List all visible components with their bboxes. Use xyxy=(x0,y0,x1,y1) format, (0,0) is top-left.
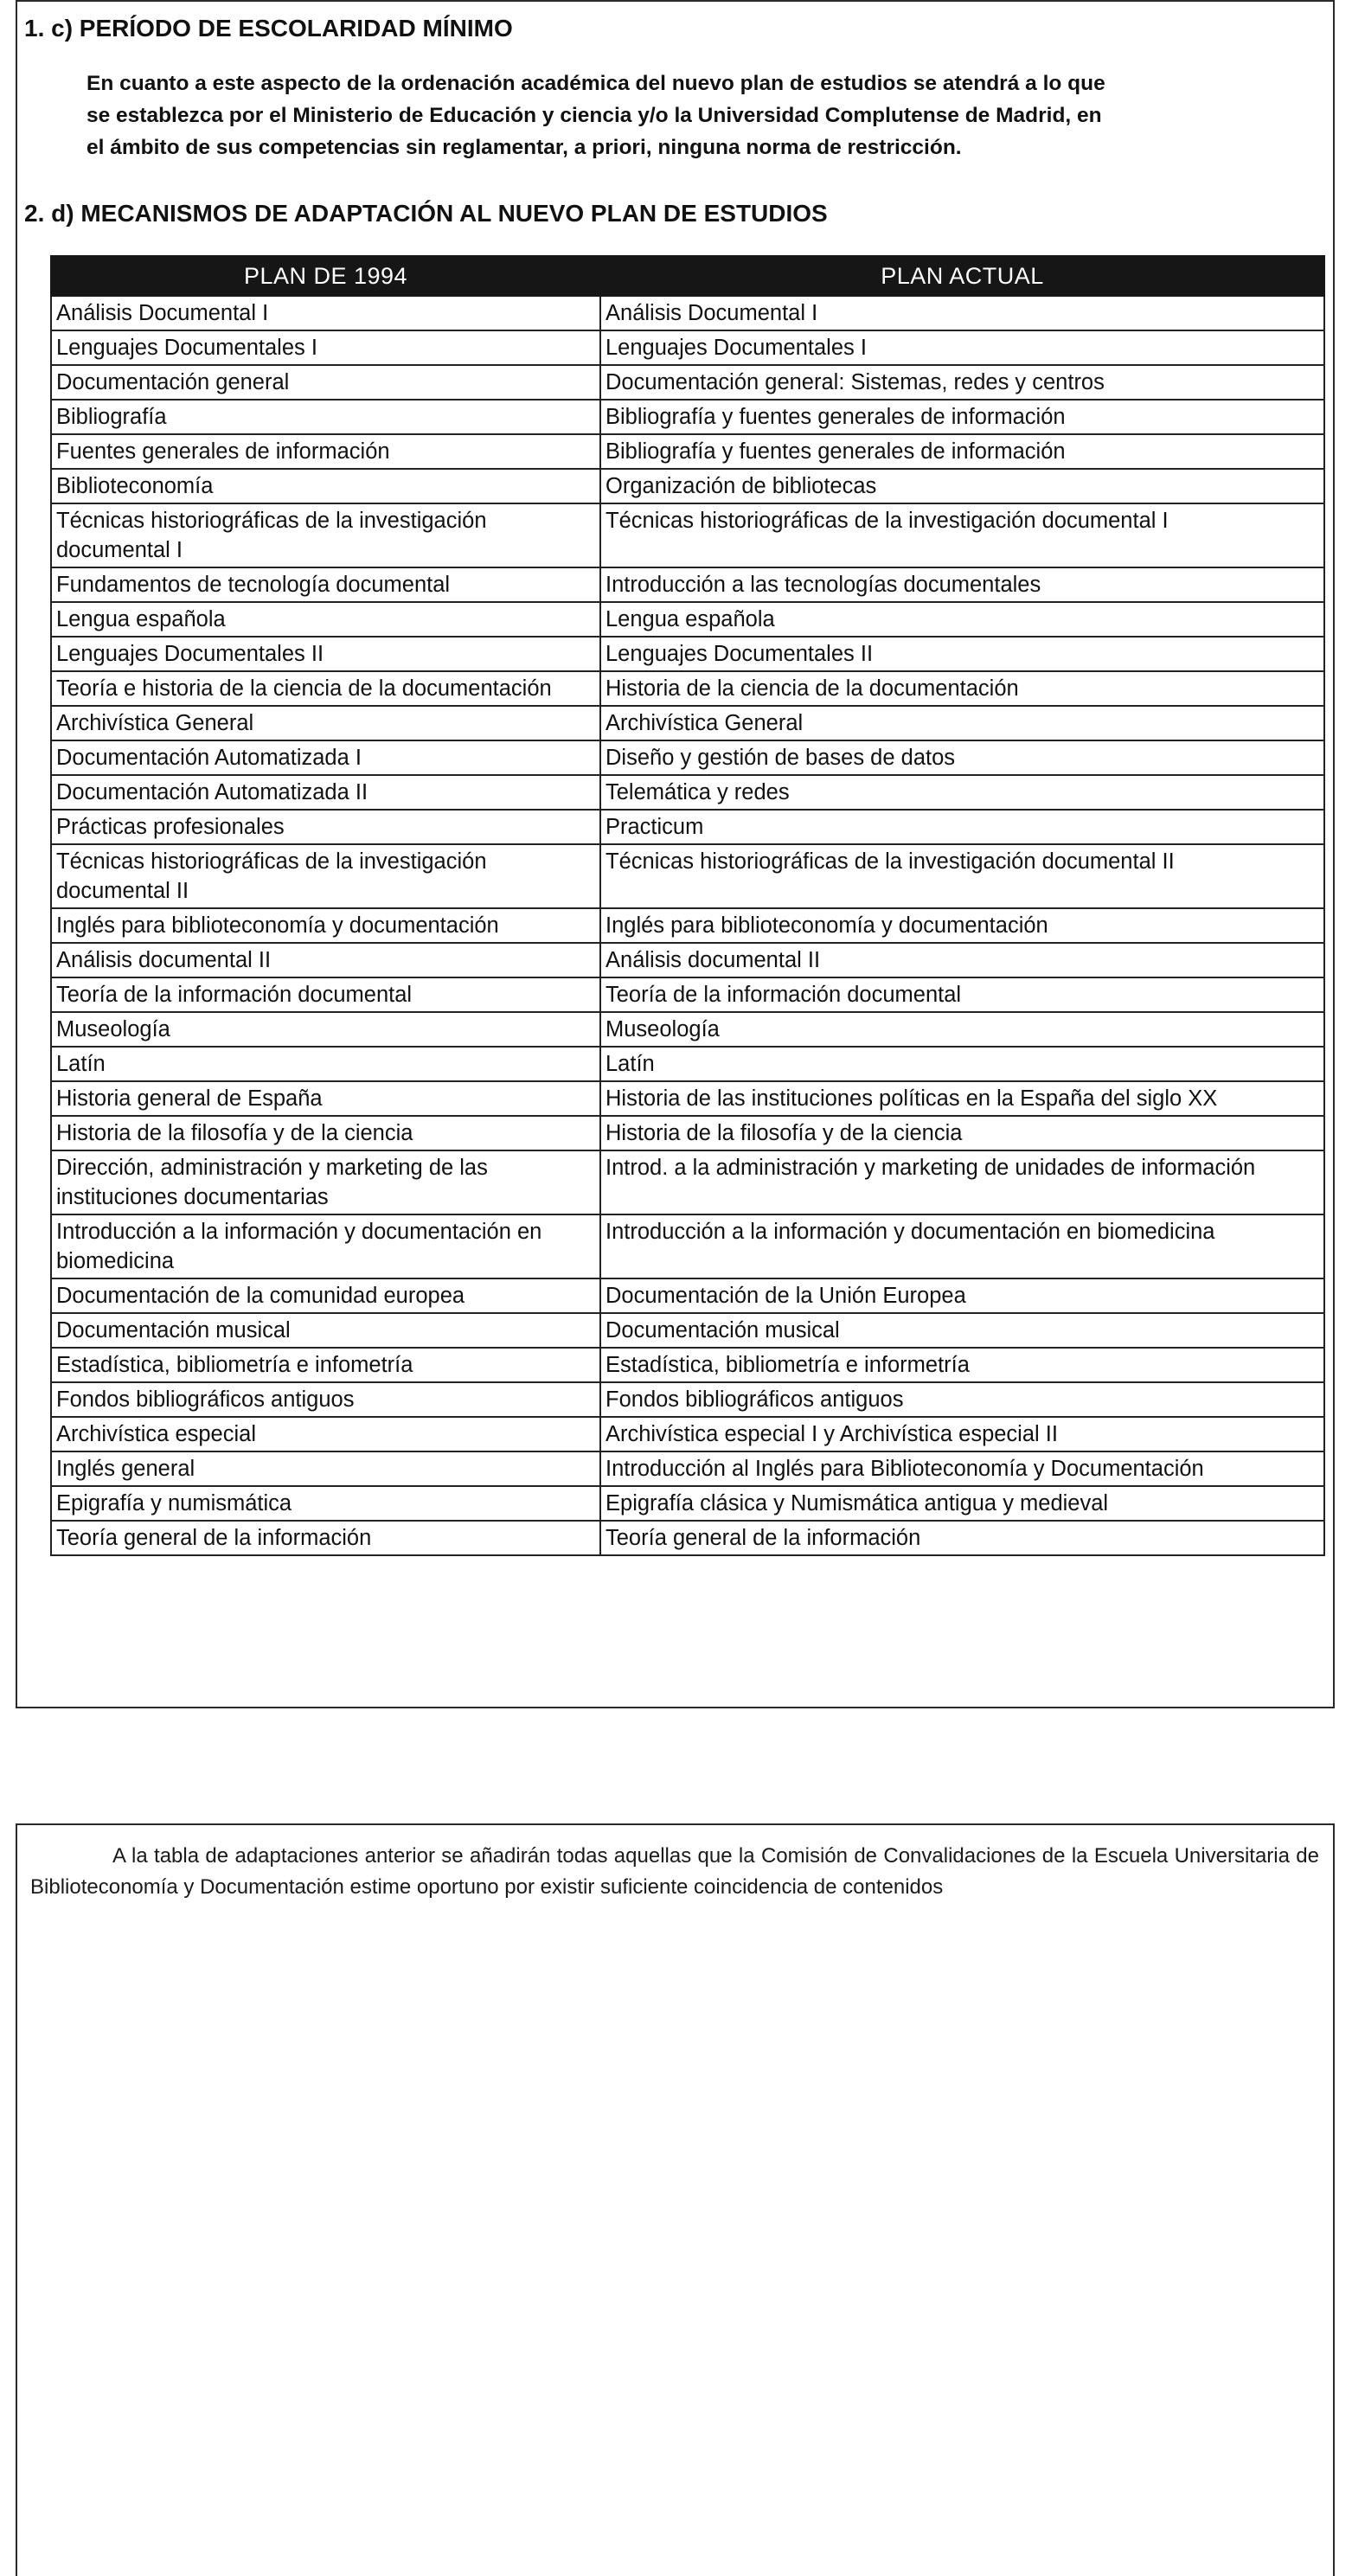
table-row xyxy=(51,1313,1324,1348)
cell-plan-1994: Fuentes generales de información xyxy=(51,434,600,469)
cell-plan-actual: Epigrafía clásica y Numismática antigua y medieval xyxy=(600,1486,1324,1521)
paragraph-line: En cuanto a este aspecto de la ordenación académica del nuevo plan de estudios se atendrá a lo que xyxy=(87,72,1105,95)
cell-plan-1994: Archivística General xyxy=(51,706,600,740)
cell-plan-actual: Documentación general: Sistemas, redes y centros xyxy=(600,365,1324,400)
cell-plan-1994: Documentación general xyxy=(51,365,600,400)
cell-plan-1994: Documentación Automatizada I xyxy=(51,740,600,775)
table-row xyxy=(51,400,1324,434)
cell-plan-1994: Estadística, bibliometría e infometría xyxy=(51,1348,600,1382)
cell-plan-1994: Teoría general de la información xyxy=(51,1521,600,1555)
cell-plan-actual: Diseño y gestión de bases de datos xyxy=(600,740,1324,775)
table-row xyxy=(51,1116,1324,1150)
header-plan-1994: PLAN DE 1994 xyxy=(51,256,600,296)
adaptation-note: A la tabla de adaptaciones anterior se añadirán todas aquellas que la Comisión de Convalidaciones de la Escuela Universitaria de Biblioteconomía y Documentación estime oportuno por existir suficiente coincidencia de contenidos xyxy=(30,1844,1319,1899)
cell-plan-1994: Biblioteconomía xyxy=(51,469,600,503)
cell-plan-actual: Organización de bibliotecas xyxy=(600,469,1324,503)
cell-plan-1994: Prácticas profesionales xyxy=(51,810,600,844)
cell-plan-actual: Historia de las instituciones políticas en la España del siglo XX xyxy=(600,1081,1324,1116)
cell-plan-actual: Bibliografía y fuentes generales de información xyxy=(600,434,1324,469)
section-1-paragraph xyxy=(87,67,1332,163)
table-row xyxy=(51,1278,1324,1313)
cell-plan-1994: Epigrafía y numismática xyxy=(51,1486,600,1521)
table-row xyxy=(51,1012,1324,1047)
cell-plan-1994: Inglés general xyxy=(51,1451,600,1486)
table-row xyxy=(51,637,1324,671)
table-row xyxy=(51,943,1324,977)
cell-plan-1994: Archivística especial xyxy=(51,1417,600,1451)
table-row xyxy=(51,434,1324,469)
cell-plan-1994: Introducción a la información y documentación en biomedicina xyxy=(51,1214,600,1278)
cell-plan-actual: Introd. a la administración y marketing de unidades de información xyxy=(600,1150,1324,1214)
cell-plan-1994: Dirección, administración y marketing de las instituciones documentarias xyxy=(51,1150,600,1214)
cell-plan-actual: Introducción al Inglés para Biblioteconomía y Documentación xyxy=(600,1451,1324,1486)
table-row xyxy=(51,365,1324,400)
cell-plan-1994: Lenguajes Documentales I xyxy=(51,330,600,365)
paragraph-line: se establezca por el Ministerio de Educación y ciencia y/o la Universidad Complutense de Madrid, en xyxy=(87,104,1102,127)
table-row xyxy=(51,908,1324,943)
cell-plan-1994: Lenguajes Documentales II xyxy=(51,637,600,671)
table-row xyxy=(51,1150,1324,1214)
cell-plan-1994: Técnicas historiográficas de la investigación documental II xyxy=(51,844,600,908)
cell-plan-1994: Inglés para biblioteconomía y documentación xyxy=(51,908,600,943)
cell-plan-actual: Archivística especial I y Archivística especial II xyxy=(600,1417,1324,1451)
table-row xyxy=(51,1521,1324,1555)
table-row xyxy=(51,1348,1324,1382)
adaptation-table xyxy=(50,255,1325,1556)
cell-plan-1994: Fundamentos de tecnología documental xyxy=(51,567,600,602)
cell-plan-actual: Latín xyxy=(600,1047,1324,1081)
cell-plan-actual: Fondos bibliográficos antiguos xyxy=(600,1382,1324,1417)
cell-plan-actual: Lenguajes Documentales I xyxy=(600,330,1324,365)
cell-plan-1994: Documentación de la comunidad europea xyxy=(51,1278,600,1313)
cell-plan-actual: Bibliografía y fuentes generales de información xyxy=(600,400,1324,434)
cell-plan-actual: Lenguajes Documentales II xyxy=(600,637,1324,671)
cell-plan-1994: Bibliografía xyxy=(51,400,600,434)
cell-plan-actual: Telemática y redes xyxy=(600,775,1324,810)
cell-plan-actual: Técnicas historiográficas de la investigación documental I xyxy=(600,503,1324,567)
cell-plan-1994: Teoría e historia de la ciencia de la documentación xyxy=(51,671,600,706)
cell-plan-1994: Análisis documental II xyxy=(51,943,600,977)
cell-plan-actual: Introducción a la información y documentación en biomedicina xyxy=(600,1214,1324,1278)
cell-plan-1994: Latín xyxy=(51,1047,600,1081)
cell-plan-actual: Técnicas historiográficas de la investigación documental II xyxy=(600,844,1324,908)
table-row xyxy=(51,296,1324,330)
table-row xyxy=(51,1417,1324,1451)
section-2-heading: 2. d) MECANISMOS DE ADAPTACIÓN AL NUEVO PLAN DE ESTUDIOS xyxy=(24,200,828,227)
table-row xyxy=(51,977,1324,1012)
table-row xyxy=(51,330,1324,365)
table-row xyxy=(51,671,1324,706)
cell-plan-actual: Documentación de la Unión Europea xyxy=(600,1278,1324,1313)
paragraph-line: el ámbito de sus competencias sin reglamentar, a priori, ninguna norma de restricción. xyxy=(87,136,962,159)
table-row xyxy=(51,602,1324,637)
cell-plan-1994: Historia general de España xyxy=(51,1081,600,1116)
table-row xyxy=(51,740,1324,775)
cell-plan-1994: Lengua española xyxy=(51,602,600,637)
table-row xyxy=(51,1081,1324,1116)
table-row xyxy=(51,567,1324,602)
cell-plan-actual: Lengua española xyxy=(600,602,1324,637)
table-row xyxy=(51,1451,1324,1486)
cell-plan-actual: Análisis Documental I xyxy=(600,296,1324,330)
table-row xyxy=(51,706,1324,740)
lower-section-frame xyxy=(16,1823,1335,2576)
cell-plan-actual: Historia de la filosofía y de la ciencia xyxy=(600,1116,1324,1150)
cell-plan-actual: Museología xyxy=(600,1012,1324,1047)
cell-plan-1994: Museología xyxy=(51,1012,600,1047)
table-row xyxy=(51,844,1324,908)
table-row xyxy=(51,1382,1324,1417)
header-plan-actual: PLAN ACTUAL xyxy=(600,256,1324,296)
table-row xyxy=(51,503,1324,567)
cell-plan-1994: Fondos bibliográficos antiguos xyxy=(51,1382,600,1417)
cell-plan-1994: Técnicas historiográficas de la investigación documental I xyxy=(51,503,600,567)
table-row xyxy=(51,1047,1324,1081)
upper-section-frame xyxy=(16,0,1335,1708)
cell-plan-actual: Introducción a las tecnologías documentales xyxy=(600,567,1324,602)
cell-plan-actual: Practicum xyxy=(600,810,1324,844)
table-row xyxy=(51,810,1324,844)
table-row xyxy=(51,469,1324,503)
table-row xyxy=(51,775,1324,810)
table-row xyxy=(51,1486,1324,1521)
table-row xyxy=(51,1214,1324,1278)
table-header-row xyxy=(51,256,1324,296)
cell-plan-actual: Archivística General xyxy=(600,706,1324,740)
cell-plan-1994: Historia de la filosofía y de la ciencia xyxy=(51,1116,600,1150)
table-body xyxy=(51,296,1324,1555)
cell-plan-1994: Análisis Documental I xyxy=(51,296,600,330)
cell-plan-1994: Documentación musical xyxy=(51,1313,600,1348)
cell-plan-actual: Historia de la ciencia de la documentación xyxy=(600,671,1324,706)
cell-plan-actual: Análisis documental II xyxy=(600,943,1324,977)
cell-plan-1994: Documentación Automatizada II xyxy=(51,775,600,810)
cell-plan-actual: Teoría de la información documental xyxy=(600,977,1324,1012)
section-1-heading: 1. c) PERÍODO DE ESCOLARIDAD MÍNIMO xyxy=(24,15,513,42)
cell-plan-actual: Documentación musical xyxy=(600,1313,1324,1348)
cell-plan-actual: Inglés para biblioteconomía y documentación xyxy=(600,908,1324,943)
cell-plan-1994: Teoría de la información documental xyxy=(51,977,600,1012)
cell-plan-actual: Teoría general de la información xyxy=(600,1521,1324,1555)
cell-plan-actual: Estadística, bibliometría e informetría xyxy=(600,1348,1324,1382)
